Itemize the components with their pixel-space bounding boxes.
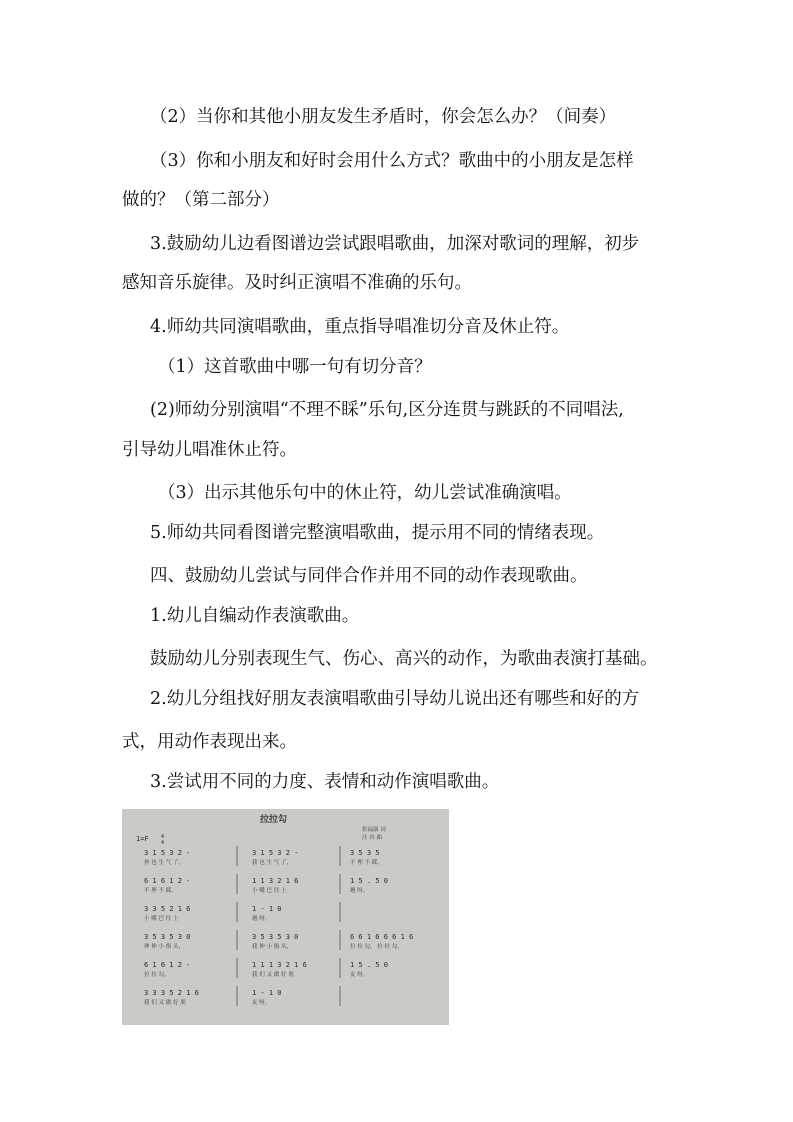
paragraph: 3.鼓励幼儿边看图谱边尝试跟唱歌曲，加深对歌词的理解，初步: [150, 234, 640, 254]
score-notes: 3 3 5 2 1 6: [144, 905, 191, 913]
score-lyrics: 友 呀。: [252, 1000, 271, 1006]
score-lyrics: 不 理 不 睬。: [144, 888, 177, 894]
score-notes: 6 1 6 1 2 -: [144, 877, 191, 885]
paragraph: 式，用动作表现出来。: [122, 732, 297, 752]
score-lyrics: 伸 伸 小 指 头，: [144, 944, 184, 950]
paragraph: 引导幼儿唱准休止符。: [122, 440, 297, 460]
score-lyrics: 不 理 不 睬，: [350, 860, 383, 866]
score-time-numerator: 4: [161, 834, 165, 840]
score-lyrics: 翘 呀。: [252, 916, 271, 922]
score-lyrics: 我 们 又 做 好 朋: [252, 972, 294, 978]
score-notes: 3 5 3 5 3 0: [252, 933, 299, 941]
paragraph: 1.幼儿自编动作表演歌曲。: [150, 606, 360, 626]
score-notes: 1 1 3 2 1 6: [252, 877, 299, 885]
score-notes: 1 1 1 3 2 1 6: [252, 961, 307, 969]
score-key: 1=F: [136, 835, 149, 843]
paragraph: （1）这首歌曲中哪一句有切分音？: [158, 357, 432, 377]
paragraph: 鼓励幼儿分别表现生气、伤心、高兴的动作，为歌曲表演打基础。: [150, 649, 658, 669]
score-lyrics: 小 嘴 巴 往 上: [252, 888, 287, 894]
paragraph: 4.师幼共同演唱歌曲，重点指导唱准切分音及休止符。: [150, 317, 570, 337]
paragraph: (2)师幼分别演唱“不理不睬”乐句,区分连贯与跳跃的不同唱法,: [150, 400, 624, 420]
paragraph: （3）出示其他乐句中的休止符，幼儿尝试准确演唱。: [158, 483, 572, 503]
score-notes: 3 1 5 3 2 -: [144, 849, 191, 857]
paragraph: 5.师幼共同看图谱完整演唱歌曲，提示用不同的情绪表现。: [150, 523, 605, 543]
score-lyrics: 拉 拉 勾，: [144, 972, 170, 978]
paragraph: （3）你和小朋友和好时会用什么方式？歌曲中的小朋友是怎样: [150, 151, 634, 171]
score-title: 拉拉勾: [260, 815, 288, 825]
paragraph: 感知音乐旋律。及时纠正演唱不准确的乐句。: [122, 273, 472, 293]
score-lyrics: 小 嘴 巴 往 上: [144, 916, 179, 922]
score-composer: 汪 玲 曲: [362, 835, 382, 841]
score-notes: 6 6 1 6 6 6 1 6: [350, 933, 414, 941]
paragraph: 2.幼儿分组找好朋友表演唱歌曲引导幼儿说出还有哪些和好的方: [150, 689, 640, 709]
sheet-music-score: [122, 809, 449, 1025]
score-notes: 1 5 . 5 0: [350, 877, 388, 885]
paragraph: 3.尝试用不同的力度、表情和动作演唱歌曲。: [150, 772, 500, 792]
section-heading: 四、鼓励幼儿尝试与同伴合作并用不同的动作表现歌曲。: [150, 566, 588, 586]
score-notes: 1 - 1 0: [252, 989, 282, 997]
score-lyrics: 你 也 生 气 了，: [144, 860, 184, 866]
score-lyrics: 翘 呀。: [350, 888, 369, 894]
score-notes: 3 3 3 5 2 1 6: [144, 989, 199, 997]
score-lyrics: 我 伸 小 指 头，: [252, 944, 292, 950]
score-lyricist: 张福康 词: [362, 827, 386, 833]
paragraph: 做的？（第二部分）: [122, 190, 280, 210]
score-notes: 3 5 3 5 3 0: [144, 933, 191, 941]
score-rows: [144, 846, 413, 1006]
score-notes: 3 1 5 3 2 -: [252, 849, 299, 857]
score-notes: 6 1 6 1 2 -: [144, 961, 191, 969]
score-time-denominator: 4: [161, 840, 165, 846]
score-notes: 1 - 1 0: [252, 905, 282, 913]
paragraph: （2）当你和其他小朋友发生矛盾时，你会怎么办？（间奏）: [150, 107, 617, 127]
score-notes: 1 5 . 5 0: [350, 961, 388, 969]
score-lyrics: 友 呀。: [350, 972, 369, 978]
score-notes: 3 5 3 5: [350, 849, 380, 857]
score-lyrics: 拉 拉 勾， 拉 拉 勾，: [350, 944, 403, 950]
sheet-music-image: [122, 809, 449, 1025]
score-lyrics: 我 们 又 做 好 朋: [144, 1000, 186, 1006]
score-lyrics: 我 也 生 气 了，: [252, 860, 292, 866]
